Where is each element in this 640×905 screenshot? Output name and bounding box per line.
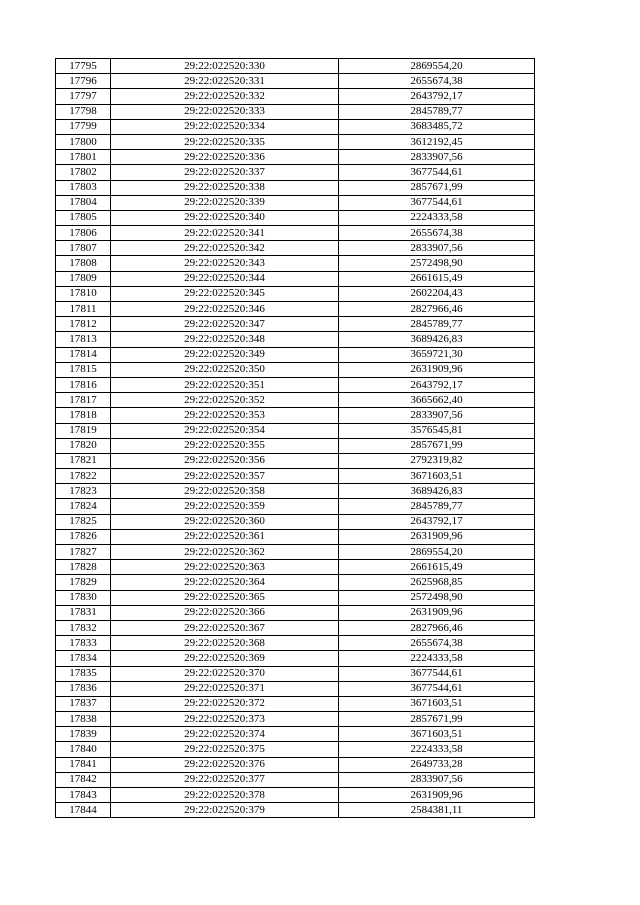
cadastral-number-cell: 29:22:022520:355: [111, 438, 339, 453]
cadastral-value-cell: 3665662,40: [339, 393, 535, 408]
cadastral-value-table: [55, 58, 535, 818]
cadastral-number-cell: 29:22:022520:364: [111, 575, 339, 590]
cadastral-number-cell: 29:22:022520:336: [111, 150, 339, 165]
cadastral-number-cell: 29:22:022520:378: [111, 788, 339, 803]
table-row: [56, 226, 535, 241]
row-number-cell: 17844: [56, 803, 111, 818]
cadastral-value-cell: 2655674,38: [339, 74, 535, 89]
cadastral-value-cell: 2584381,11: [339, 803, 535, 818]
row-number-cell: 17826: [56, 529, 111, 544]
row-number-cell: 17830: [56, 590, 111, 605]
cadastral-number-cell: 29:22:022520:356: [111, 453, 339, 468]
table-row: [56, 332, 535, 347]
row-number-cell: 17796: [56, 74, 111, 89]
row-number-cell: 17839: [56, 727, 111, 742]
cadastral-value-cell: 2224333,58: [339, 742, 535, 757]
cadastral-number-cell: 29:22:022520:370: [111, 666, 339, 681]
cadastral-number-cell: 29:22:022520:368: [111, 636, 339, 651]
row-number-cell: 17837: [56, 696, 111, 711]
cadastral-number-cell: 29:22:022520:350: [111, 362, 339, 377]
row-number-cell: 17843: [56, 788, 111, 803]
table-row: [56, 529, 535, 544]
row-number-cell: 17811: [56, 302, 111, 317]
row-number-cell: 17808: [56, 256, 111, 271]
cadastral-value-cell: 3677544,61: [339, 195, 535, 210]
table-row: [56, 286, 535, 301]
cadastral-value-cell: 2643792,17: [339, 514, 535, 529]
table-row: [56, 423, 535, 438]
table-row: [56, 347, 535, 362]
table-row: [56, 241, 535, 256]
table-row: [56, 150, 535, 165]
row-number-cell: 17822: [56, 469, 111, 484]
table-row: [56, 453, 535, 468]
cadastral-value-cell: 3671603,51: [339, 469, 535, 484]
table-row: [56, 772, 535, 787]
cadastral-number-cell: 29:22:022520:353: [111, 408, 339, 423]
cadastral-number-cell: 29:22:022520:338: [111, 180, 339, 195]
row-number-cell: 17838: [56, 712, 111, 727]
cadastral-number-cell: 29:22:022520:330: [111, 59, 339, 74]
table-row: [56, 590, 535, 605]
table-row: [56, 256, 535, 271]
table-row: [56, 377, 535, 392]
cadastral-number-cell: 29:22:022520:343: [111, 256, 339, 271]
row-number-cell: 17798: [56, 104, 111, 119]
table-row: [56, 302, 535, 317]
row-number-cell: 17801: [56, 150, 111, 165]
row-number-cell: 17841: [56, 757, 111, 772]
table-row: [56, 104, 535, 119]
cadastral-number-cell: 29:22:022520:369: [111, 651, 339, 666]
row-number-cell: 17823: [56, 484, 111, 499]
table-row: [56, 620, 535, 635]
row-number-cell: 17804: [56, 195, 111, 210]
cadastral-number-cell: 29:22:022520:347: [111, 317, 339, 332]
row-number-cell: 17825: [56, 514, 111, 529]
cadastral-value-cell: 3677544,61: [339, 681, 535, 696]
cadastral-value-cell: 2857671,99: [339, 180, 535, 195]
cadastral-value-cell: 2661615,49: [339, 271, 535, 286]
table-row: [56, 393, 535, 408]
row-number-cell: 17831: [56, 605, 111, 620]
cadastral-value-cell: 2224333,58: [339, 651, 535, 666]
row-number-cell: 17827: [56, 545, 111, 560]
table-row: [56, 408, 535, 423]
cadastral-value-cell: 2857671,99: [339, 712, 535, 727]
cadastral-number-cell: 29:22:022520:374: [111, 727, 339, 742]
row-number-cell: 17797: [56, 89, 111, 104]
table-row: [56, 89, 535, 104]
cadastral-number-cell: 29:22:022520:351: [111, 377, 339, 392]
cadastral-number-cell: 29:22:022520:349: [111, 347, 339, 362]
row-number-cell: 17813: [56, 332, 111, 347]
cadastral-value-cell: 3683485,72: [339, 119, 535, 134]
table-row: [56, 681, 535, 696]
cadastral-value-cell: 2845789,77: [339, 499, 535, 514]
table-row: [56, 636, 535, 651]
cadastral-value-cell: 2631909,96: [339, 362, 535, 377]
table-row: [56, 74, 535, 89]
cadastral-number-cell: 29:22:022520:348: [111, 332, 339, 347]
table-row: [56, 271, 535, 286]
cadastral-value-cell: 2649733,28: [339, 757, 535, 772]
cadastral-number-cell: 29:22:022520:331: [111, 74, 339, 89]
table-row: [56, 727, 535, 742]
cadastral-number-cell: 29:22:022520:352: [111, 393, 339, 408]
row-number-cell: 17817: [56, 393, 111, 408]
row-number-cell: 17810: [56, 286, 111, 301]
table-row: [56, 195, 535, 210]
row-number-cell: 17803: [56, 180, 111, 195]
cadastral-number-cell: 29:22:022520:354: [111, 423, 339, 438]
cadastral-value-cell: 3612192,45: [339, 134, 535, 149]
cadastral-value-cell: 3671603,51: [339, 696, 535, 711]
cadastral-value-cell: 2792319,82: [339, 453, 535, 468]
row-number-cell: 17806: [56, 226, 111, 241]
table-row: [56, 651, 535, 666]
cadastral-number-cell: 29:22:022520:342: [111, 241, 339, 256]
table-row: [56, 545, 535, 560]
cadastral-number-cell: 29:22:022520:362: [111, 545, 339, 560]
table-row: [56, 575, 535, 590]
cadastral-number-cell: 29:22:022520:359: [111, 499, 339, 514]
row-number-cell: 17795: [56, 59, 111, 74]
row-number-cell: 17828: [56, 560, 111, 575]
cadastral-number-cell: 29:22:022520:334: [111, 119, 339, 134]
cadastral-value-cell: 2661615,49: [339, 560, 535, 575]
row-number-cell: 17807: [56, 241, 111, 256]
table-row: [56, 803, 535, 818]
cadastral-number-cell: 29:22:022520:341: [111, 226, 339, 241]
cadastral-number-cell: 29:22:022520:337: [111, 165, 339, 180]
table-row: [56, 605, 535, 620]
row-number-cell: 17816: [56, 377, 111, 392]
row-number-cell: 17835: [56, 666, 111, 681]
cadastral-number-cell: 29:22:022520:379: [111, 803, 339, 818]
cadastral-number-cell: 29:22:022520:358: [111, 484, 339, 499]
row-number-cell: 17805: [56, 210, 111, 225]
row-number-cell: 17799: [56, 119, 111, 134]
cadastral-number-cell: 29:22:022520:373: [111, 712, 339, 727]
table-row: [56, 210, 535, 225]
row-number-cell: 17820: [56, 438, 111, 453]
row-number-cell: 17802: [56, 165, 111, 180]
cadastral-value-cell: 2643792,17: [339, 89, 535, 104]
cadastral-number-cell: 29:22:022520:367: [111, 620, 339, 635]
cadastral-value-cell: 2845789,77: [339, 317, 535, 332]
cadastral-number-cell: 29:22:022520:357: [111, 469, 339, 484]
cadastral-number-cell: 29:22:022520:363: [111, 560, 339, 575]
table-row: [56, 469, 535, 484]
cadastral-number-cell: 29:22:022520:366: [111, 605, 339, 620]
row-number-cell: 17842: [56, 772, 111, 787]
row-number-cell: 17834: [56, 651, 111, 666]
cadastral-value-cell: 2643792,17: [339, 377, 535, 392]
cadastral-number-cell: 29:22:022520:365: [111, 590, 339, 605]
table-row: [56, 560, 535, 575]
cadastral-value-cell: 2833907,56: [339, 150, 535, 165]
cadastral-number-cell: 29:22:022520:376: [111, 757, 339, 772]
row-number-cell: 17836: [56, 681, 111, 696]
cadastral-value-cell: 2845789,77: [339, 104, 535, 119]
table-row: [56, 712, 535, 727]
cadastral-value-cell: 2224333,58: [339, 210, 535, 225]
cadastral-number-cell: 29:22:022520:361: [111, 529, 339, 544]
table-row: [56, 788, 535, 803]
cadastral-value-cell: 2869554,20: [339, 545, 535, 560]
cadastral-value-cell: 2833907,56: [339, 408, 535, 423]
cadastral-number-cell: 29:22:022520:339: [111, 195, 339, 210]
row-number-cell: 17840: [56, 742, 111, 757]
table-row: [56, 59, 535, 74]
cadastral-value-cell: 3576545,81: [339, 423, 535, 438]
cadastral-value-cell: 2655674,38: [339, 636, 535, 651]
row-number-cell: 17814: [56, 347, 111, 362]
table-row: [56, 742, 535, 757]
row-number-cell: 17815: [56, 362, 111, 377]
row-number-cell: 17821: [56, 453, 111, 468]
cadastral-value-cell: 2857671,99: [339, 438, 535, 453]
table-row: [56, 484, 535, 499]
cadastral-number-cell: 29:22:022520:371: [111, 681, 339, 696]
cadastral-number-cell: 29:22:022520:340: [111, 210, 339, 225]
row-number-cell: 17824: [56, 499, 111, 514]
row-number-cell: 17800: [56, 134, 111, 149]
table-row: [56, 438, 535, 453]
cadastral-value-cell: 2833907,56: [339, 772, 535, 787]
cadastral-number-cell: 29:22:022520:335: [111, 134, 339, 149]
row-number-cell: 17833: [56, 636, 111, 651]
table-row: [56, 165, 535, 180]
cadastral-number-cell: 29:22:022520:375: [111, 742, 339, 757]
cadastral-value-cell: 2827966,46: [339, 620, 535, 635]
cadastral-value-cell: 2655674,38: [339, 226, 535, 241]
table-row: [56, 499, 535, 514]
table-row: [56, 757, 535, 772]
row-number-cell: 17832: [56, 620, 111, 635]
cadastral-value-cell: 3689426,83: [339, 484, 535, 499]
table-row: [56, 514, 535, 529]
table-row: [56, 119, 535, 134]
row-number-cell: 17812: [56, 317, 111, 332]
cadastral-number-cell: 29:22:022520:360: [111, 514, 339, 529]
cadastral-number-cell: 29:22:022520:332: [111, 89, 339, 104]
cadastral-value-cell: 3671603,51: [339, 727, 535, 742]
cadastral-value-cell: 3689426,83: [339, 332, 535, 347]
cadastral-value-cell: 2631909,96: [339, 788, 535, 803]
cadastral-value-cell: 2833907,56: [339, 241, 535, 256]
cadastral-number-cell: 29:22:022520:377: [111, 772, 339, 787]
cadastral-value-cell: 2869554,20: [339, 59, 535, 74]
table-row: [56, 696, 535, 711]
cadastral-value-cell: 2827966,46: [339, 302, 535, 317]
cadastral-value-cell: 2572498,90: [339, 256, 535, 271]
table-row: [56, 666, 535, 681]
cadastral-value-cell: 2631909,96: [339, 529, 535, 544]
table-row: [56, 180, 535, 195]
table-row: [56, 317, 535, 332]
cadastral-number-cell: 29:22:022520:344: [111, 271, 339, 286]
cadastral-number-cell: 29:22:022520:372: [111, 696, 339, 711]
row-number-cell: 17818: [56, 408, 111, 423]
table-row: [56, 134, 535, 149]
table-row: [56, 362, 535, 377]
cadastral-value-cell: 2631909,96: [339, 605, 535, 620]
row-number-cell: 17809: [56, 271, 111, 286]
cadastral-number-cell: 29:22:022520:333: [111, 104, 339, 119]
cadastral-value-cell: 2572498,90: [339, 590, 535, 605]
row-number-cell: 17829: [56, 575, 111, 590]
table-body: [56, 59, 535, 818]
cadastral-value-cell: 2602204,43: [339, 286, 535, 301]
cadastral-number-cell: 29:22:022520:346: [111, 302, 339, 317]
cadastral-value-cell: 3659721,30: [339, 347, 535, 362]
cadastral-value-cell: 2625968,85: [339, 575, 535, 590]
cadastral-value-cell: 3677544,61: [339, 165, 535, 180]
cadastral-number-cell: 29:22:022520:345: [111, 286, 339, 301]
row-number-cell: 17819: [56, 423, 111, 438]
cadastral-value-cell: 3677544,61: [339, 666, 535, 681]
